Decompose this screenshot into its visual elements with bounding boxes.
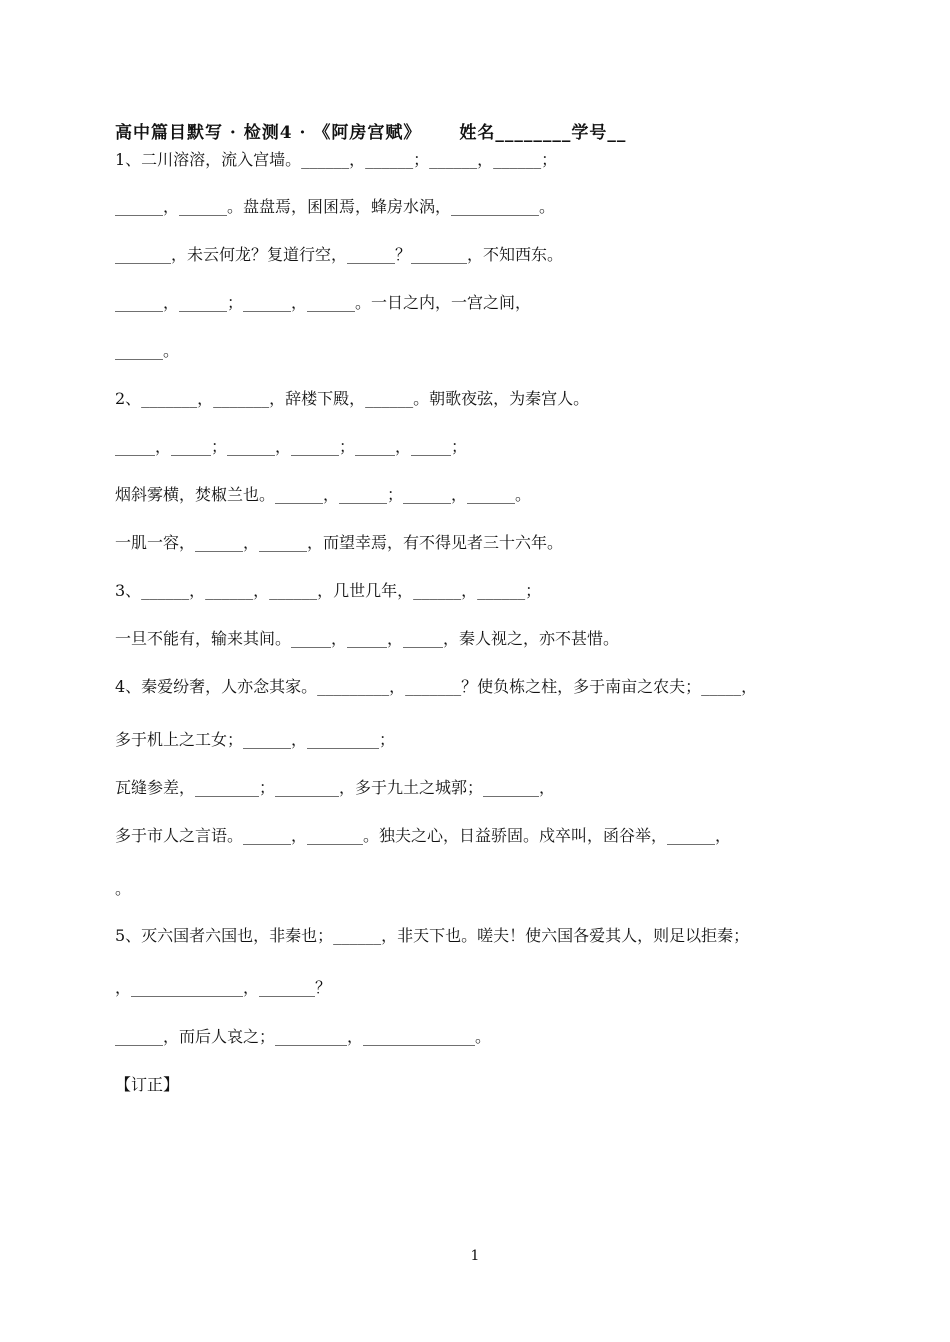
line-5: ______。	[115, 341, 180, 360]
line-11: 一旦不能有，输来其间。_____，_____，_____，秦人视之，亦不甚惜。	[115, 629, 620, 648]
title-heading: 高中篇目默写 · 检测4 · 《阿房宫赋》	[115, 123, 422, 143]
line-18: ，______________，_______？	[115, 978, 332, 997]
line-7: _____，_____；______，______；_____，_____；	[115, 437, 468, 456]
line-16: 。	[115, 879, 132, 898]
page-number: 1	[470, 1248, 480, 1264]
line-19: ______，而后人哀之；_________，______________。	[115, 1027, 492, 1046]
line-1: 1、二川溶溶，流入宫墙。______，______；______，______；	[115, 150, 558, 169]
line-8: 烟斜雾横，焚椒兰也。______，______；______，______。	[115, 485, 532, 504]
worksheet-title	[115, 118, 626, 143]
line-10: 3、______，______，______，几世几年，______，______；	[115, 581, 542, 600]
correction-label: 【订正】	[115, 1075, 180, 1094]
line-6: 2、_______，_______，辞楼下殿，______。朝歌夜弦，为秦宫人。	[115, 389, 590, 408]
line-9: 一肌一容，______，______，而望幸焉，有不得见者三十六年。	[115, 533, 564, 552]
line-17: 5、灭六国者六国也，非秦也；______，非天下也。嗟夫！使六国各爱其人，则足以拒秦；	[115, 926, 750, 945]
name-id-field: 姓名________学号__	[459, 123, 627, 143]
line-13: 多于机上之工女；______，_________；	[115, 730, 396, 749]
line-2: ______，______。盘盘焉，囷囷焉，蜂房水涡，___________。	[115, 197, 556, 216]
line-15: 多于市人之言语。______，_______。独夫之心，日益骄固。戍卒叫，函谷举，______，	[115, 826, 732, 845]
line-3: _______，未云何龙？复道行空，______？_______，不知西东。	[115, 245, 564, 264]
line-12: 4、秦爱纷奢，人亦念其家。_________，_______？使负栋之柱，多于南亩之农夫；_____，	[115, 677, 758, 696]
line-4: ______，______；______，______。一日之内，一宫之间，	[115, 293, 532, 312]
line-14: 瓦缝参差，________；________，多于九土之城郭；_______，	[115, 778, 556, 797]
